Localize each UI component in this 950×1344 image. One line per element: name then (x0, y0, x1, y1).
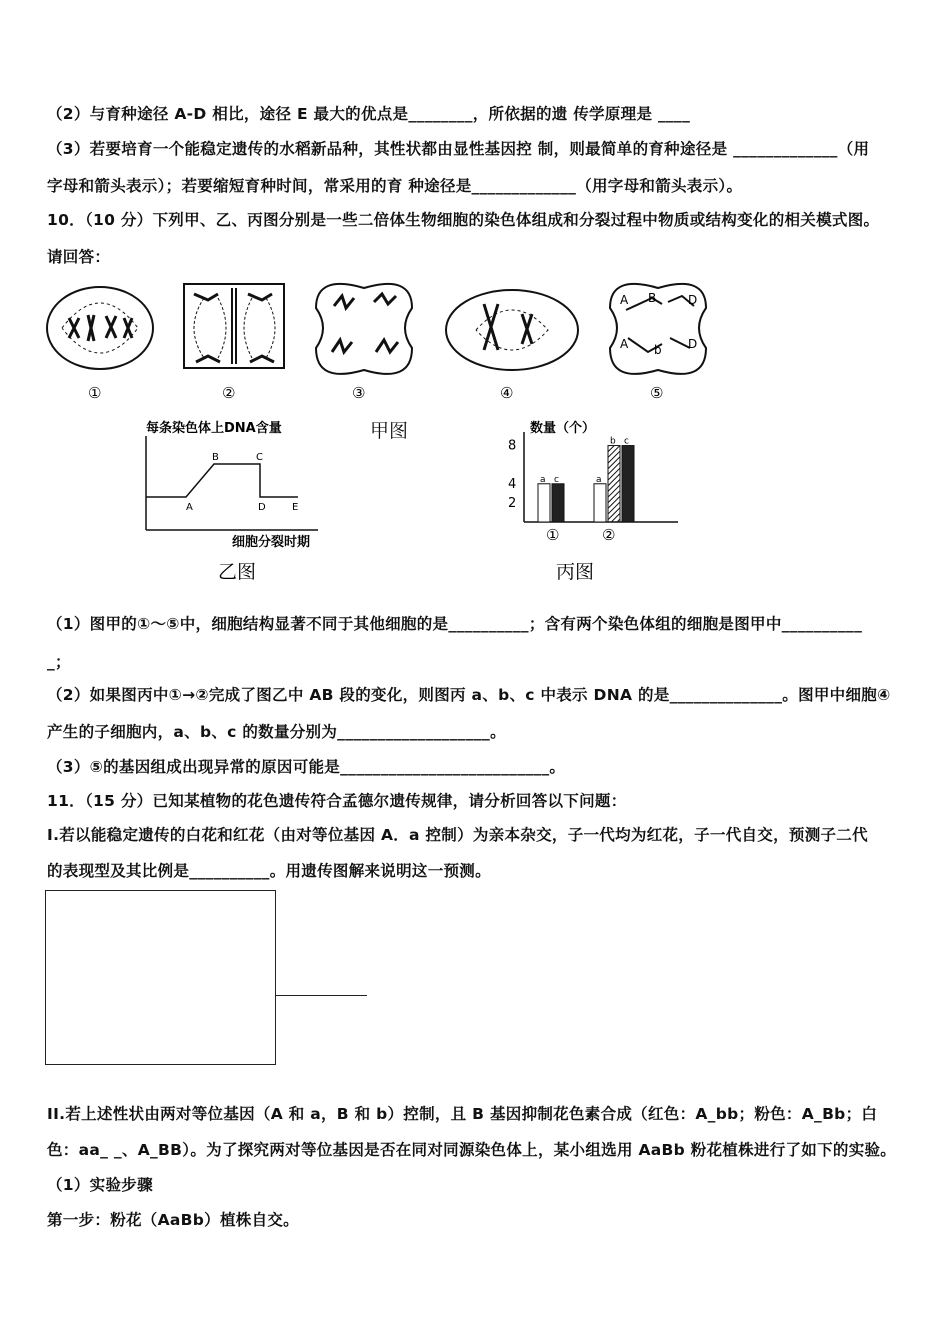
yi-point-D: D (258, 502, 266, 513)
question-11-stem: 11．（15 分）已知某植物的花色遗传符合孟德尔遗传规律，请分析回答以下问题： (47, 792, 627, 810)
jia-title: 甲图 (370, 420, 409, 442)
question-9-part3: （3）若要培育一个能稳定遗传的水稻新品种，其性状都由显性基因控 制，则最简单的育种途径是 _____________（用 (47, 140, 870, 158)
question-10-part2-cont: 产生的子细胞内，a、b、c 的数量分别为___________________。 (47, 723, 506, 741)
gene-D-bottom: D (688, 337, 698, 351)
yi-point-C: C (256, 452, 263, 463)
question-11-I: I.若以能稳定遗传的白花和红花（由对等位基因 A．a 控制）为亲本杂交，子一代均为红花，子一代自交，预测子二代 (47, 826, 868, 844)
question-11-step-heading: （1）实验步骤 (47, 1176, 153, 1194)
gene-D-top: D (688, 293, 698, 307)
bing-ytick-8: 8 (508, 438, 517, 454)
question-10-prompt: 请回答： (47, 248, 111, 266)
cell-3 (316, 284, 412, 374)
yi-point-B: B (212, 452, 219, 463)
yi-ylabel: 每条染色体上DNA含量 (146, 421, 282, 436)
cell-5 (610, 284, 706, 374)
question-10-part3: （3）⑤的基因组成出现异常的原因可能是__________________________。 (47, 758, 566, 776)
question-11-step-1: 第一步：粉花（AaBb）植株自交。 (47, 1211, 299, 1229)
genetic-diagram-answer-box[interactable] (45, 890, 276, 1065)
bar-label-c-2: c (624, 436, 629, 447)
cell-1 (47, 287, 153, 369)
cell-label-1: ① (88, 384, 102, 402)
bing-ytick-4: 4 (508, 476, 517, 492)
cell-2 (184, 284, 284, 368)
bar-c-1 (552, 484, 564, 522)
question-11-I-cont: 的表现型及其比例是__________。用遗传图解来说明这一预测。 (47, 862, 491, 880)
question-9-part2: （2）与育种途径 A-D 相比，途径 E 最大的优点是________，所依据的遗 传学原理是 ____ (47, 105, 691, 123)
bing-ylabel: 数量（个） (530, 421, 596, 436)
bing-category-1: ① (546, 526, 560, 544)
gene-b-bottom: b (654, 343, 662, 357)
gene-A-top: A (620, 293, 629, 307)
bing-title: 丙图 (556, 561, 595, 583)
cell-label-2: ② (222, 384, 236, 402)
yi-point-A: A (186, 502, 193, 513)
bar-b-2 (608, 446, 620, 522)
answer-blank-line (275, 995, 367, 996)
question-10-part1-cont: _； (47, 653, 71, 671)
cell-label-3: ③ (352, 384, 366, 402)
cell-4 (446, 290, 578, 370)
question-9-part3-cont: 字母和箭头表示）；若要缩短育种时间，常采用的育 种途径是_____________（用字母和箭头表示）。 (47, 177, 743, 195)
yi-title: 乙图 (218, 561, 257, 583)
question-11-II: II.若上述性状由两对等位基因（A 和 a，B 和 b）控制，且 B 基因抑制花色素合成（红色：A_bb；粉色：A_Bb；白 (47, 1105, 878, 1123)
bing-category-2: ② (602, 526, 616, 544)
bing-ytick-2: 2 (508, 495, 517, 511)
gene-B-top: B (648, 291, 657, 305)
cell-label-4: ④ (500, 384, 514, 402)
question-10-stem: 10．（10 分）下列甲、乙、丙图分别是一些二倍体生物细胞的染色体组成和分裂过程中物质或结构变化的相关模式图。 (47, 211, 880, 229)
yi-point-E: E (292, 502, 299, 513)
bar-label-b-2: b (610, 436, 616, 447)
cell-label-5: ⑤ (650, 384, 664, 402)
question-10-part2: （2）如果图丙中①→②完成了图乙中 AB 段的变化，则图丙 a、b、c 中表示 DNA 的是______________。图甲中细胞④ (47, 686, 891, 704)
question-10-part1: （1）图甲的①～⑤中，细胞结构显著不同于其他细胞的是__________；含有两个染色体组的细胞是图甲中__________ (47, 615, 863, 633)
figure-bing-chart (500, 412, 685, 584)
bar-label-a-2: a (596, 474, 602, 485)
question-11-II-cont: 色：aa_ _、A_BB）。为了探究两对等位基因是否在同对同源染色体上，某小组选用 AaBb 粉花植株进行了如下的实验。 (47, 1141, 897, 1159)
figure-jia (44, 280, 724, 405)
bar-a-2 (594, 484, 606, 522)
bar-a-1 (538, 484, 550, 522)
gene-A-bottom: A (620, 337, 629, 351)
yi-xlabel: 细胞分裂时期 (232, 535, 311, 550)
bar-label-a-1: a (540, 474, 546, 485)
bar-label-c-1: c (554, 474, 559, 485)
bar-c-2 (622, 446, 634, 522)
